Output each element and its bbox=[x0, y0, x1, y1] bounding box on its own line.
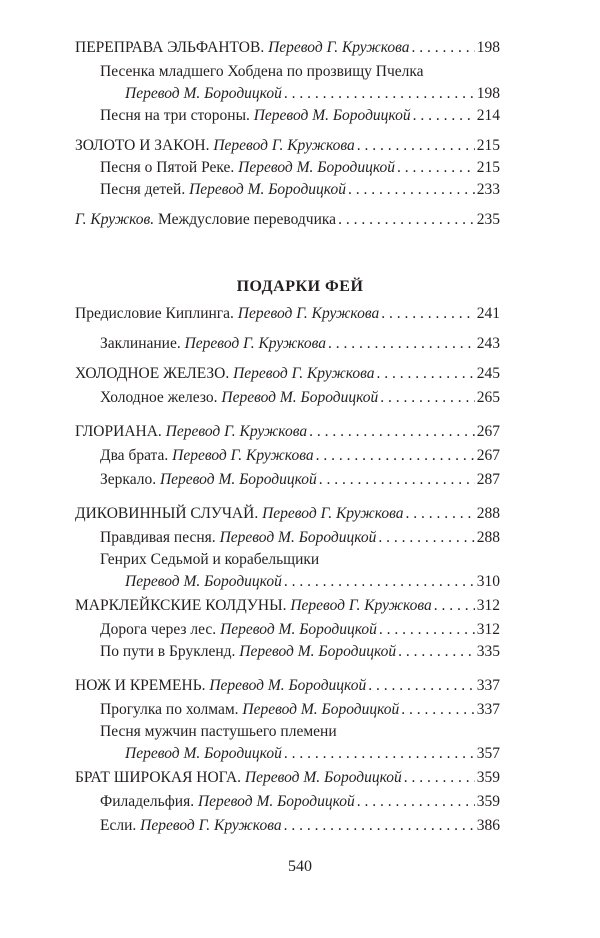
entry-page: 241 bbox=[476, 305, 500, 322]
toc-entry bbox=[100, 699, 500, 721]
entry-page: 198 bbox=[476, 85, 500, 102]
entry-page: 267 bbox=[476, 423, 500, 440]
entry-page: 235 bbox=[476, 211, 500, 228]
toc-entry bbox=[75, 363, 500, 385]
toc-entry bbox=[100, 641, 500, 663]
entry-title: Междусловие переводчика bbox=[158, 211, 337, 228]
toc-entry bbox=[125, 571, 500, 593]
entry-translator: Перевод М. Бородицкой bbox=[125, 573, 282, 590]
toc-entry bbox=[100, 791, 500, 813]
entry-translator: Перевод Г. Кружкова bbox=[140, 817, 282, 834]
entry-translator: Перевод Г. Кружкова bbox=[268, 39, 410, 56]
entry-page: 287 bbox=[476, 471, 500, 488]
toc-entry bbox=[75, 37, 500, 59]
entry-page: 243 bbox=[476, 335, 500, 352]
dot-leader bbox=[284, 571, 475, 593]
entry-translator: Перевод Г. Кружкова bbox=[233, 365, 375, 382]
entry-title: Правдивая песня. bbox=[100, 529, 216, 546]
toc-entry bbox=[75, 209, 500, 231]
entry-title: Зеркало. bbox=[100, 471, 157, 488]
entry-title: ДИКОВИННЫЙ СЛУЧАЙ. bbox=[75, 505, 259, 522]
entry-translator: Перевод Г. Кружкова bbox=[262, 505, 404, 522]
toc-entry bbox=[75, 135, 500, 157]
entry-translator: Перевод Г. Кружкова bbox=[237, 305, 380, 322]
entry-translator: Перевод Г. Кружкова bbox=[213, 137, 355, 154]
entry-page: 310 bbox=[476, 573, 500, 590]
entry-page: 337 bbox=[476, 677, 500, 694]
entry-page: 312 bbox=[476, 621, 500, 638]
entry-translator: Перевод Г. Кружкова bbox=[184, 335, 327, 352]
entry-translator: Г. Кружков. bbox=[75, 211, 155, 228]
entry-translator: Перевод М. Бородицкой bbox=[159, 471, 317, 488]
dot-leader bbox=[368, 675, 475, 697]
entry-title: Холодное железо. bbox=[100, 389, 218, 406]
toc-entry bbox=[100, 815, 500, 837]
entry-title: Генрих Седьмой и корабельщики bbox=[100, 551, 320, 568]
entry-title: ГЛОРИАНА. bbox=[75, 423, 162, 440]
toc-entry bbox=[100, 469, 500, 491]
entry-page: 215 bbox=[476, 159, 500, 176]
toc-entry bbox=[100, 105, 500, 127]
entry-translator: Перевод Г. Кружкова bbox=[172, 447, 314, 464]
entry-translator: Перевод М. Бородицкой bbox=[239, 643, 397, 660]
toc-entry bbox=[100, 445, 500, 467]
entry-title: Песня детей. bbox=[100, 181, 186, 198]
dot-leader bbox=[378, 527, 474, 549]
entry-title: Песня о Пятой Реке. bbox=[100, 159, 235, 176]
entry-translator: Перевод Г. Кружкова bbox=[290, 597, 432, 614]
entry-title: Два брата. bbox=[100, 447, 169, 464]
entry-translator: Перевод М. Бородицкой bbox=[244, 769, 402, 786]
entry-translator: Перевод М. Бородицкой bbox=[242, 701, 400, 718]
toc-entry bbox=[100, 549, 500, 571]
entry-translator: Перевод М. Бородицкой bbox=[253, 107, 411, 124]
entry-page: 312 bbox=[476, 597, 500, 614]
entry-page: 335 bbox=[476, 643, 500, 660]
dot-leader bbox=[316, 445, 475, 467]
dot-leader bbox=[379, 619, 475, 641]
dot-leader bbox=[328, 333, 475, 355]
entry-title: МАРКЛЕЙКСКИЕ КОЛДУНЫ. bbox=[75, 597, 287, 614]
entry-translator: Перевод М. Бородицкой bbox=[220, 621, 377, 638]
dot-leader bbox=[377, 363, 475, 385]
entry-title: ХОЛОДНОЕ ЖЕЛЕЗО. bbox=[75, 365, 230, 382]
entry-page: 359 bbox=[476, 769, 500, 786]
entry-title: БРАТ ШИРОКАЯ НОГА. bbox=[75, 769, 242, 786]
entry-title: ПЕРЕПРАВА ЭЛЬФАНТОВ. bbox=[75, 39, 265, 56]
toc-entry bbox=[100, 179, 500, 201]
page-number: 540 bbox=[288, 858, 312, 875]
dot-leader bbox=[401, 699, 475, 721]
dot-leader bbox=[404, 767, 475, 789]
entry-page: 267 bbox=[476, 447, 500, 464]
dot-leader bbox=[319, 469, 475, 491]
entry-translator: Перевод М. Бородицкой bbox=[219, 529, 377, 546]
entry-translator: Перевод М. Бородицкой bbox=[209, 677, 367, 694]
entry-title: Песня мужчин пастушьего племени bbox=[100, 723, 337, 740]
entry-page: 265 bbox=[476, 389, 500, 406]
dot-leader bbox=[309, 421, 475, 443]
dot-leader bbox=[357, 135, 475, 157]
dot-leader bbox=[348, 179, 475, 201]
entry-page: 337 bbox=[476, 701, 500, 718]
toc-entry bbox=[100, 619, 500, 641]
entry-page: 198 bbox=[476, 39, 500, 56]
entry-page: 233 bbox=[476, 181, 500, 198]
entry-title: По пути в Брукленд. bbox=[100, 643, 236, 660]
entry-translator: Перевод Г. Кружкова bbox=[165, 423, 308, 440]
toc-entry bbox=[75, 503, 500, 525]
toc-entry bbox=[100, 387, 500, 409]
entry-title: Если. bbox=[100, 817, 137, 834]
entry-title: Дорога через лес. bbox=[100, 621, 217, 638]
entry-page: 214 bbox=[476, 107, 500, 124]
entry-title: Предисловие Киплинга. bbox=[75, 305, 234, 322]
dot-leader bbox=[413, 105, 475, 127]
toc-entry bbox=[125, 743, 500, 765]
dot-leader bbox=[357, 791, 475, 813]
toc-entry bbox=[75, 675, 500, 697]
toc-entry bbox=[100, 527, 500, 549]
dot-leader bbox=[397, 157, 475, 179]
entry-title: Песенка младшего Хобдена по прозвищу Пчелка bbox=[100, 63, 424, 80]
entry-translator: Перевод М. Бородицкой bbox=[197, 793, 355, 810]
entry-page: 386 bbox=[476, 817, 500, 834]
entry-page: 357 bbox=[476, 745, 500, 762]
entry-translator: Перевод М. Бородицкой bbox=[189, 181, 346, 198]
toc-entry bbox=[125, 83, 500, 105]
toc-entry bbox=[75, 303, 500, 325]
entry-page: 288 bbox=[476, 529, 500, 546]
entry-title: Прогулка по холмам. bbox=[100, 701, 239, 718]
entry-page: 288 bbox=[476, 505, 500, 522]
dot-leader bbox=[381, 303, 475, 325]
entry-page: 245 bbox=[476, 365, 500, 382]
entry-page: 215 bbox=[476, 137, 500, 154]
toc-entry bbox=[100, 721, 500, 743]
section-heading: ПОДАРКИ ФЕЙ bbox=[236, 278, 364, 295]
dot-leader bbox=[398, 641, 475, 663]
dot-leader bbox=[406, 503, 475, 525]
toc-entry bbox=[75, 767, 500, 789]
toc-entry bbox=[75, 421, 500, 443]
dot-leader bbox=[412, 37, 475, 59]
entry-translator: Перевод М. Бородицкой bbox=[221, 389, 379, 406]
entry-translator: Перевод М. Бородицкой bbox=[125, 85, 282, 102]
toc-entry bbox=[75, 595, 500, 617]
entry-title: Песня на три стороны. bbox=[100, 107, 250, 124]
dot-leader bbox=[284, 743, 475, 765]
entry-translator: Перевод М. Бородицкой bbox=[238, 159, 395, 176]
dot-leader bbox=[284, 83, 475, 105]
entry-page: 359 bbox=[476, 793, 500, 810]
entry-title: Филадельфия. bbox=[100, 793, 195, 810]
dot-leader bbox=[338, 209, 475, 231]
entry-title: Заклинание. bbox=[100, 335, 181, 352]
entry-title: ЗОЛОТО И ЗАКОН. bbox=[75, 137, 210, 154]
dot-leader bbox=[434, 595, 475, 617]
entry-translator: Перевод М. Бородицкой bbox=[125, 745, 282, 762]
toc-entry bbox=[100, 157, 500, 179]
dot-leader bbox=[284, 815, 475, 837]
toc-entry bbox=[100, 61, 500, 83]
entry-title: НОЖ И КРЕМЕНЬ. bbox=[75, 677, 206, 694]
toc-entry bbox=[100, 333, 500, 355]
dot-leader bbox=[380, 387, 475, 409]
